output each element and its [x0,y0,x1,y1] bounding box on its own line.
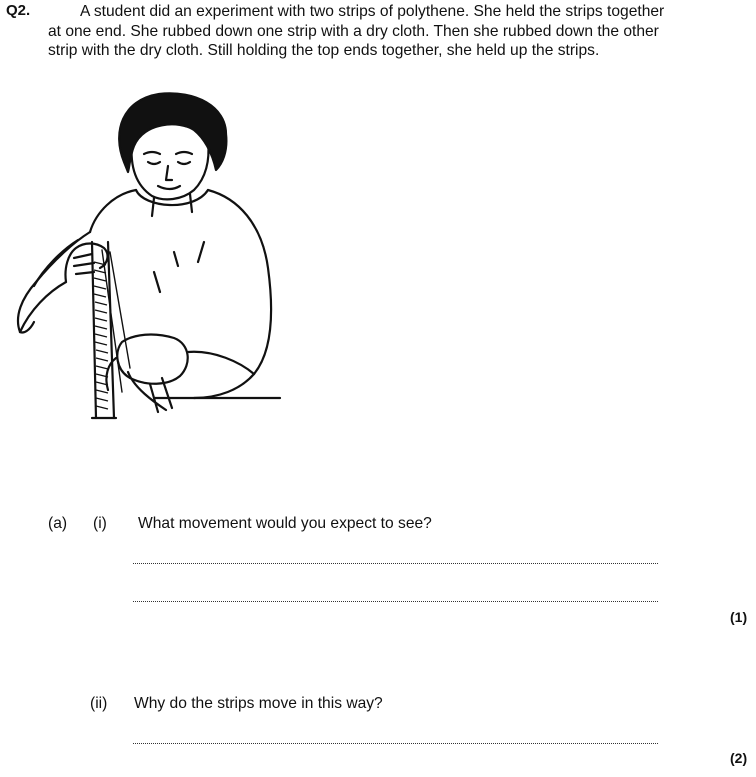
intro-line-1: A student did an experiment with two strips of polythene. She held the strips together [80,3,665,20]
part-a-ii-label: (ii) [90,695,108,712]
question-number: Q2. [6,2,31,19]
part-a-ii-question: Why do the strips move in this way? [134,695,383,712]
part-a-label: (a) [48,515,68,532]
intro-line-3: strip with the dry cloth. Still holding the top ends together, she held up the strips. [48,42,600,60]
answer-line-a-ii-1[interactable] [133,743,658,744]
answer-line-a-i-2[interactable] [133,601,658,602]
part-a-i-question: What movement would you expect to see? [138,515,432,532]
question-intro [48,2,738,61]
answer-line-a-i-1[interactable] [133,563,658,564]
intro-line-2: at one end. She rubbed down one strip with a dry cloth. Then she rubbed down the other [48,22,659,40]
part-a-i-label: (i) [93,515,107,532]
marks-a-i: (1) [730,609,748,625]
student-illustration [4,72,296,424]
marks-a-ii: (2) [730,750,748,766]
